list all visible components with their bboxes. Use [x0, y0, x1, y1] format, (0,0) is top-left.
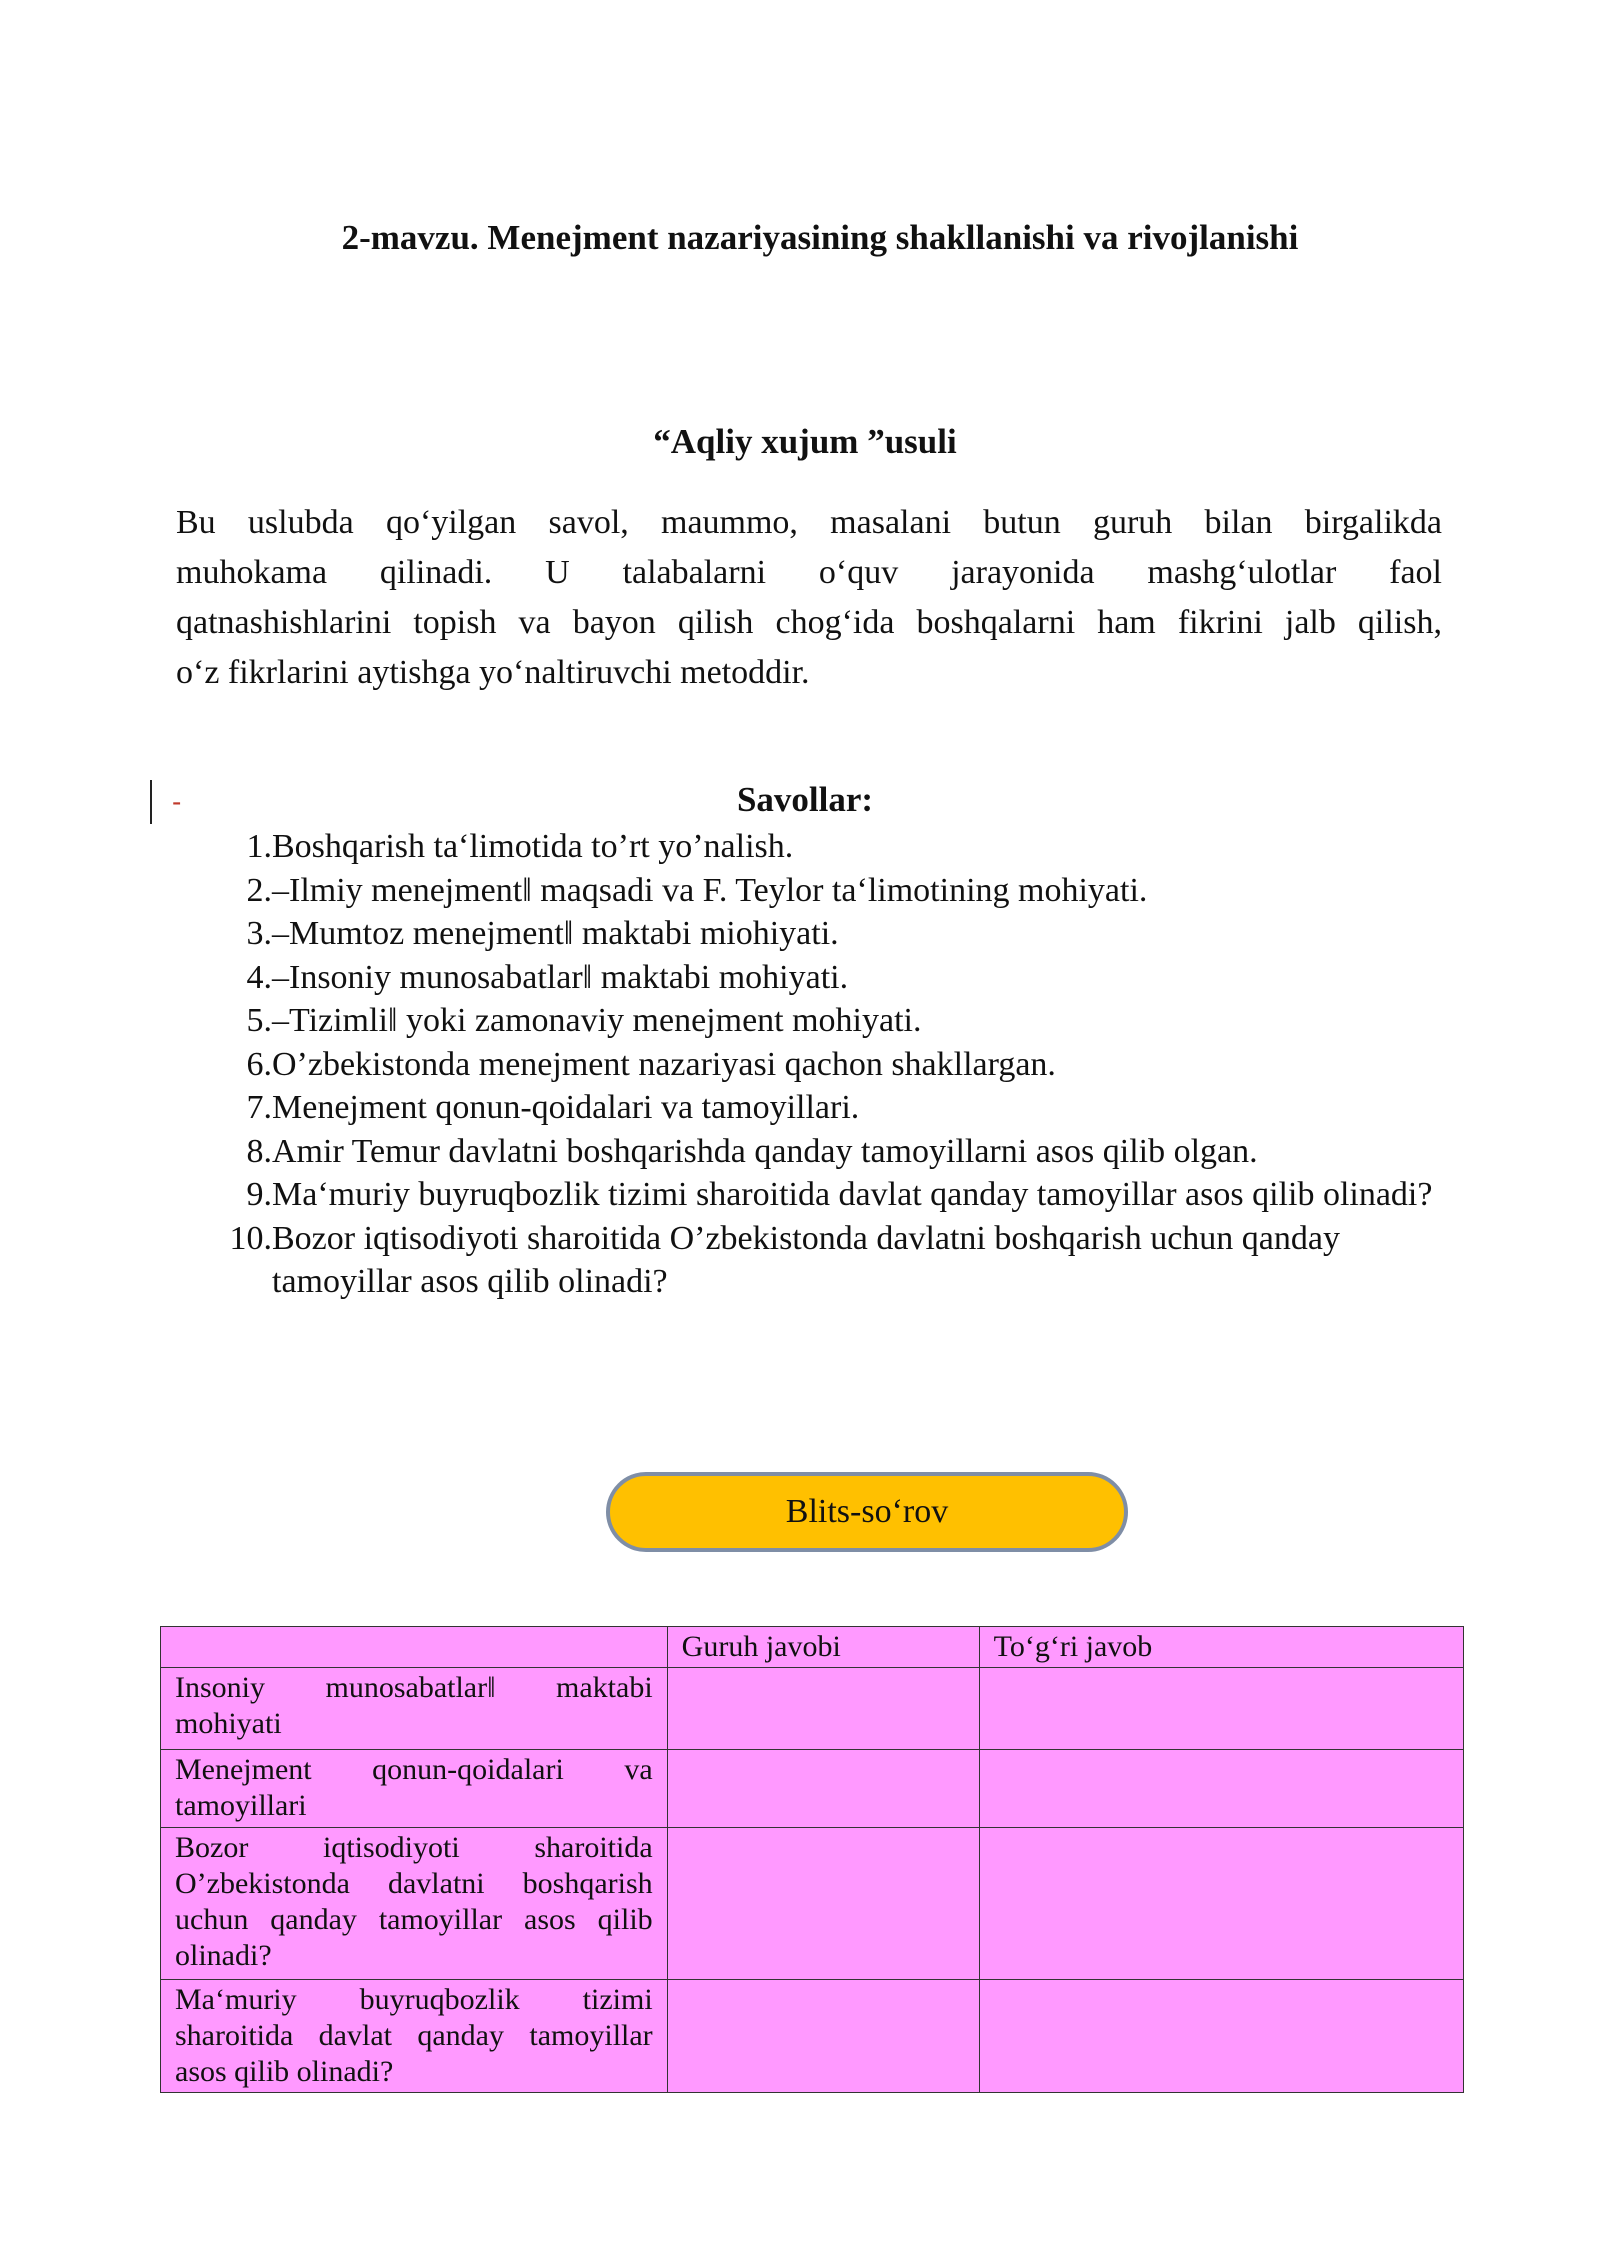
correct-answer-cell[interactable] — [979, 1750, 1463, 1828]
header-cell: Guruh javobi — [667, 1627, 979, 1668]
question-cell: Insoniy munosabatlar‖ maktabi mohiyati — [161, 1668, 668, 1750]
group-answer-cell[interactable] — [667, 1750, 979, 1828]
question-text: –Mumtoz menejment‖ maktabi miohiyati. — [272, 915, 839, 952]
table-row — [161, 1668, 1464, 1750]
list-item — [222, 1130, 1462, 1174]
list-item — [222, 825, 1462, 869]
method-description — [176, 498, 1442, 698]
method-title: “Aqliy xujum ”usuli — [653, 422, 957, 461]
header-cell — [161, 1627, 668, 1668]
question-number: 5. — [246, 1002, 272, 1039]
question-text: Menejment qonun-qoidalari va tamoyillari. — [272, 1089, 860, 1126]
paragraph-line: muhokama qilinadi. U talabalarni o‘quv jarayonida mashg‘ulotlar faol — [176, 554, 1442, 591]
question-number: 1. — [246, 828, 272, 865]
question-text: O’zbekistonda menejment nazariyasi qachon shakllargan. — [272, 1045, 1056, 1083]
question-number: 10. — [229, 1219, 272, 1257]
paragraph-line: qatnashishlarini topish va bayon qilish chog‘ida boshqalarni ham fikrini jalb qilish, — [176, 604, 1442, 641]
list-item — [222, 999, 1462, 1043]
list-item — [222, 956, 1462, 1000]
list-item — [222, 1217, 1462, 1304]
question-number: 6. — [246, 1045, 272, 1083]
table-row — [161, 1980, 1464, 2093]
correct-answer-cell[interactable] — [979, 1668, 1463, 1750]
list-item — [222, 912, 1462, 956]
table-row — [161, 1750, 1464, 1828]
list-item — [222, 1173, 1462, 1217]
question-number: 9. — [246, 1176, 272, 1213]
group-answer-cell[interactable] — [667, 1828, 979, 1980]
paragraph-line: Bu uslubda qo‘yilgan savol, maummo, masalani butun guruh bilan birgalikda — [176, 504, 1442, 541]
question-number: 3. — [246, 915, 272, 952]
list-item — [222, 1086, 1462, 1130]
table-row — [161, 1828, 1464, 1980]
question-text: Ma‘muriy buyruqbozlik tizimi sharoitida davlat qanday tamoyillar asos qilib olinadi? — [272, 1176, 1433, 1213]
list-item — [222, 1043, 1462, 1087]
group-answer-cell[interactable] — [667, 1668, 979, 1750]
question-cell: Menejment qonun-qoidalari va tamoyillari — [161, 1750, 668, 1828]
questions-title: Savollar: — [736, 780, 874, 819]
question-text: –Ilmiy menejment‖ maqsadi va F. Teylor ta‘limotining mohiyati. — [272, 871, 1148, 909]
blits-sorov-label: Blits-so‘rov — [785, 1493, 949, 1530]
correct-answer-cell[interactable] — [979, 1980, 1463, 2093]
document-title: 2-mavzu. Menejment nazariyasining shakllanishi va rivojlanishi — [341, 218, 1299, 257]
question-text: –Insoniy munosabatlar‖ maktabi mohiyati. — [272, 958, 849, 996]
question-number: 7. — [246, 1089, 272, 1126]
header-cell: To‘g‘ri javob — [979, 1627, 1463, 1668]
list-item — [222, 869, 1462, 913]
question-cell: Ma‘muriy buyruqbozlik tizimi sharoitida davlat qanday tamoyillar asos qilib olinadi? — [161, 1980, 668, 2093]
question-number: 2. — [246, 871, 272, 909]
question-text: –Tizimli‖ yoki zamonaviy menejment mohiyati. — [272, 1002, 922, 1039]
question-text: Bozor iqtisodiyoti sharoitida O’zbekistonda davlatni boshqarish uchun qanday tamoyillar asos qilib olinadi? — [272, 1219, 1340, 1300]
blits-sorov-badge — [606, 1472, 1128, 1552]
question-cell: Bozor iqtisodiyoti sharoitida O’zbekistonda davlatni boshqarish uchun qanday tamoyillar asos qilib olinadi? — [161, 1828, 668, 1980]
correct-answer-cell[interactable] — [979, 1828, 1463, 1980]
question-text: Amir Temur davlatni boshqarishda qanday tamoyillarni asos qilib olgan. — [272, 1132, 1258, 1170]
paragraph-line: o‘z fikrlarini aytishga yo‘naltiruvchi metoddir. — [176, 654, 810, 691]
group-answer-cell[interactable] — [667, 1980, 979, 2093]
question-number: 8. — [246, 1132, 272, 1170]
question-number: 4. — [246, 958, 272, 996]
blits-table — [160, 1626, 1464, 2093]
questions-list — [222, 825, 1462, 1304]
change-marker: - — [172, 786, 182, 817]
question-text: Boshqarish ta‘limotida to’rt yo’nalish. — [272, 828, 794, 865]
table-header-row — [161, 1627, 1464, 1668]
